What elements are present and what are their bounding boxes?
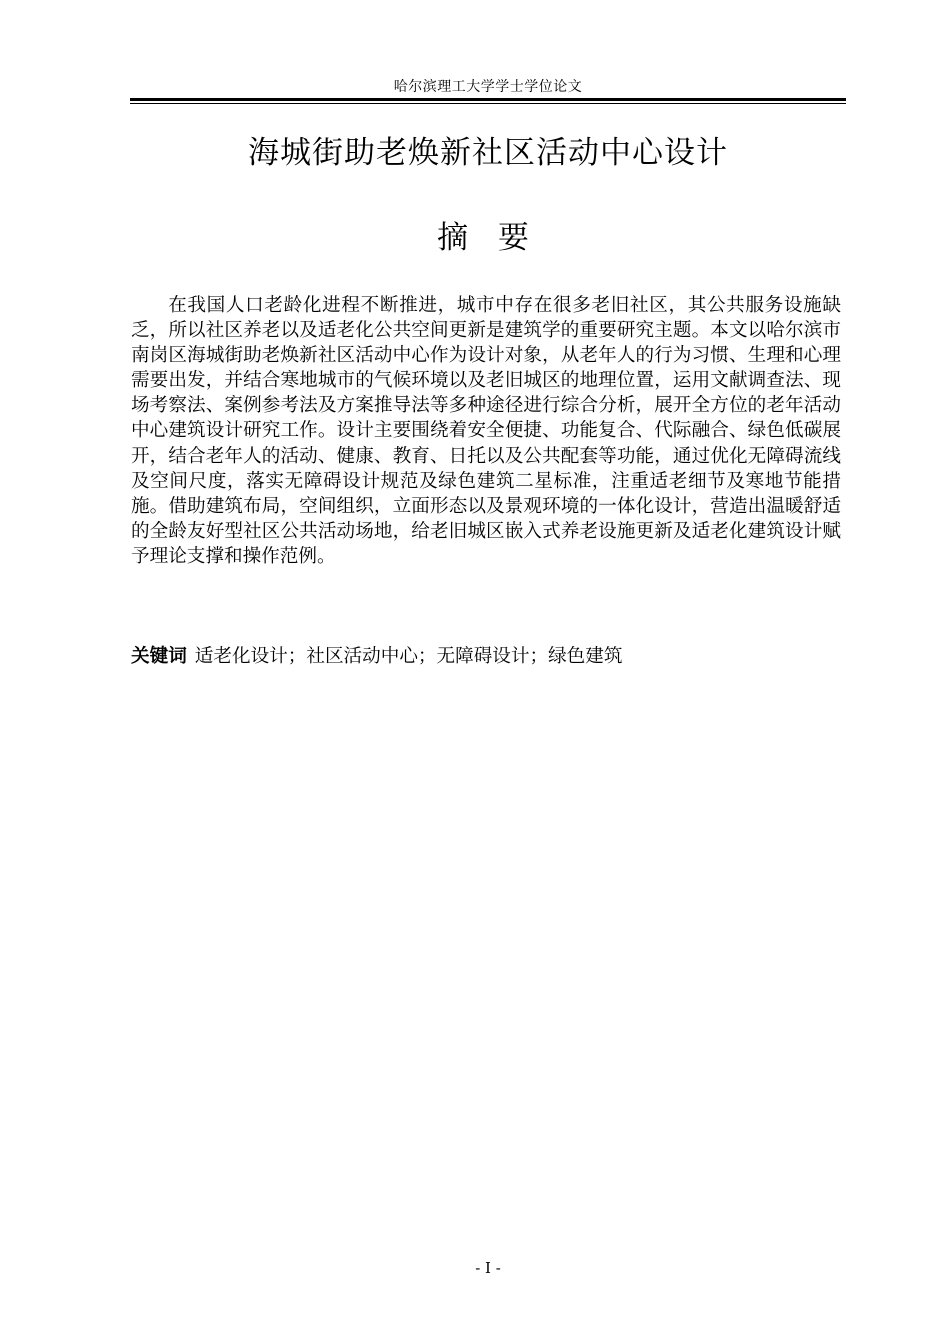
header-rule-thin [130, 103, 846, 104]
abstract-body: 在我国人口老龄化进程不断推进，城市中存在很多老旧社区，其公共服务设施缺乏，所以社区养老以及适老化公共空间更新是建筑学的重要研究主题。本文以哈尔滨市南岗区海城街助老焕新社区活动中心作为设计对象，从老年人的行为习惯、生理和心理需要出发，并结合寒地城市的气候环境以及老旧城区的地理位置，运用文献调查法、现场考察法、案例参考法及方案推导法等多种途径进行综合分析，展开全方位的老年活动中心建筑设计研究工作。设计主要围绕着安全便捷、功能复合、代际融合、绿色低碳展开，结合老年人的活动、健康、教育、日托以及公共配套等功能，通过优化无障碍流线及空间尺度，落实无障碍设计规范及绿色建筑二星标准，注重适老细节及寒地节能措施。借助建筑布局，空间组织，立面形态以及景观环境的一体化设计，营造出温暖舒适的全龄友好型社区公共活动场地，给老旧城区嵌入式养老设施更新及适老化建筑设计赋予理论支撑和操作范例。 [131, 295, 841, 567]
abstract-heading: 摘 要 [437, 220, 539, 256]
header-rule-thick [130, 98, 846, 101]
thesis-title: 海城街助老焕新社区活动中心设计 [248, 135, 728, 171]
page-number: - I - [475, 1259, 501, 1277]
keywords-line [131, 644, 843, 669]
keywords-label: 关键词 [131, 646, 187, 667]
running-header: 哈尔滨理工大学学士学位论文 [393, 79, 583, 95]
keywords-text: 适老化设计；社区活动中心；无障碍设计；绿色建筑 [194, 646, 623, 667]
